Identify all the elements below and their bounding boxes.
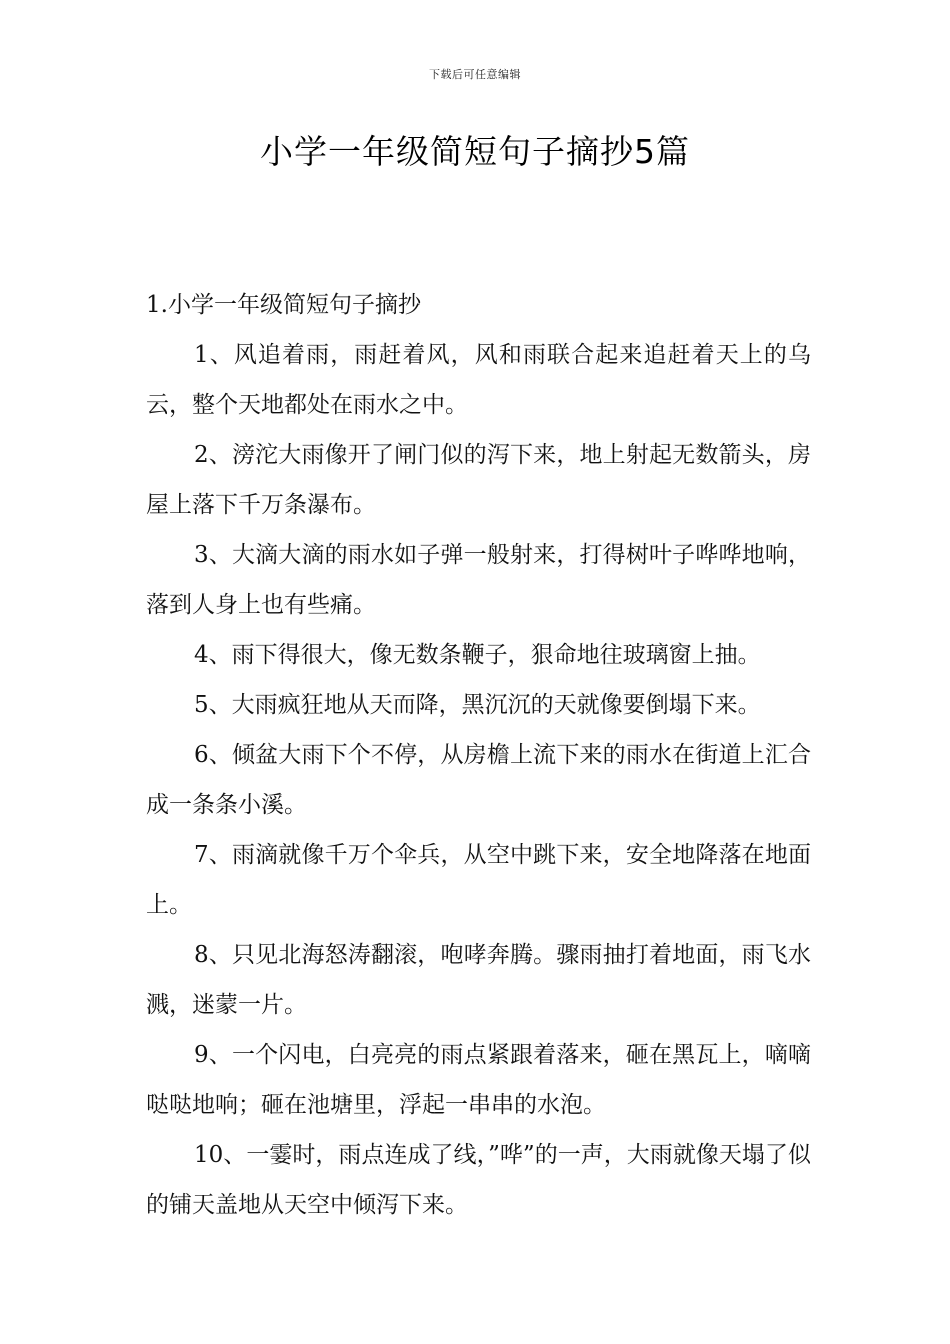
- paragraph: 10、一霎时，雨点连成了线，”哗”的一声，大雨就像天塌了似的铺天盖地从天空中倾泻下来。: [146, 1142, 811, 1218]
- paragraph: 4、雨下得很大，像无数条鞭子，狠命地往玻璃窗上抽。: [194, 642, 761, 668]
- header-note: 下载后可任意编辑: [429, 68, 521, 81]
- paragraph: 5、大雨疯狂地从天而降，黑沉沉的天就像要倒塌下来。: [194, 692, 761, 718]
- document-body: [146, 280, 811, 1230]
- paragraph: 1、风追着雨，雨赶着风，风和雨联合起来追赶着天上的乌云，整个天地都处在雨水之中。: [146, 342, 811, 418]
- paragraph: 9、一个闪电，白亮亮的雨点紧跟着落来，砸在黑瓦上，嘀嘀哒哒地响；砸在池塘里，浮起一串串的水泡。: [146, 1042, 811, 1118]
- paragraph: 3、大滴大滴的雨水如子弹一般射来，打得树叶子哗哗地响，落到人身上也有些痛。: [146, 542, 811, 618]
- document-title: 小学一年级简短句子摘抄5篇: [260, 132, 690, 171]
- section-heading: 1.小学一年级简短句子摘抄: [146, 292, 421, 318]
- paragraph: 2、滂沱大雨像开了闸门似的泻下来，地上射起无数箭头，房屋上落下千万条瀑布。: [146, 442, 811, 518]
- paragraph: 6、倾盆大雨下个不停，从房檐上流下来的雨水在街道上汇合成一条条小溪。: [146, 742, 811, 818]
- paragraph: 8、只见北海怒涛翻滚，咆哮奔腾。骤雨抽打着地面，雨飞水溅，迷蒙一片。: [146, 942, 811, 1018]
- paragraph: 7、雨滴就像千万个伞兵，从空中跳下来，安全地降落在地面上。: [146, 842, 811, 918]
